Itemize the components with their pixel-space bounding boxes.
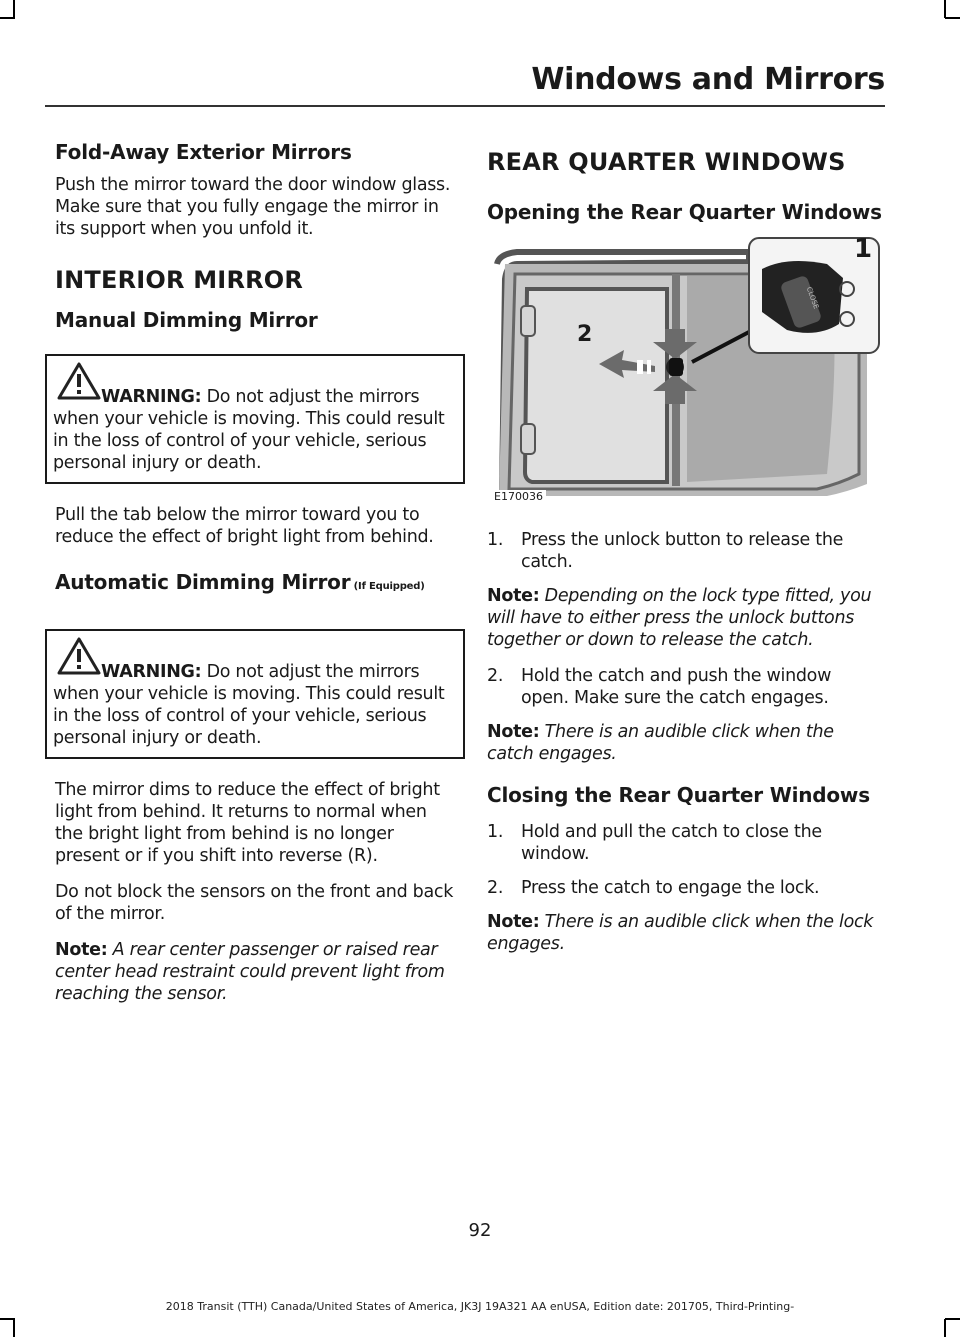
warning-label: WARNING:	[101, 387, 202, 407]
crop-mark	[0, 17, 15, 19]
opening-heading: Opening the Rear Quarter Windows	[487, 200, 882, 224]
manual-dimming-heading: Manual Dimming Mirror	[55, 308, 318, 332]
if-equipped-tag: (If Equipped)	[350, 581, 425, 592]
list-item	[487, 665, 882, 709]
crop-mark	[945, 1318, 960, 1320]
crop-mark	[944, 0, 946, 18]
closing-heading: Closing the Rear Quarter Windows	[487, 783, 870, 807]
note-text: There is an audible click when the lock engages.	[487, 912, 874, 954]
callout-2: 2	[577, 322, 593, 347]
warning-text: Do not adjust the mirrors when your vehicle is moving. This could result in the loss of control of your vehicle, serious personal injury or death.	[53, 387, 445, 473]
page-number: 92	[468, 1220, 492, 1241]
step-text: Hold the catch and push the window open. Make sure the catch engages.	[521, 666, 832, 708]
auto-dimming-heading-text: Automatic Dimming Mirror	[55, 570, 351, 594]
crop-mark	[13, 1319, 15, 1337]
rear-quarter-heading: REAR QUARTER WINDOWS	[487, 148, 846, 176]
interior-mirror-heading: INTERIOR MIRROR	[55, 266, 304, 294]
callout-1: 1	[854, 234, 873, 264]
step-text: Hold and pull the catch to close the window.	[521, 822, 822, 864]
list-item	[487, 529, 882, 573]
page-footer: 2018 Transit (TTH) Canada/United States of America, JK3J 19A321 AA enUSA, Edition date: 201705, Third-Printing-	[165, 1300, 795, 1313]
fold-away-body: Push the mirror toward the door window glass. Make sure that you fully engage the mirror in its support when you unfold it.	[55, 175, 451, 239]
note	[487, 585, 882, 651]
step-number: 1.	[487, 822, 504, 842]
left-column	[55, 140, 455, 1019]
header-divider	[45, 105, 885, 107]
crop-mark	[944, 1319, 946, 1337]
warning-triangle-icon	[57, 362, 101, 400]
warning-text: Do not adjust the mirrors when your vehicle is moving. This could result in the loss of control of your vehicle, serious personal injury or death.	[53, 662, 445, 748]
auto-dimming-sensor-body: Do not block the sensors on the front and back of the mirror.	[55, 882, 454, 924]
window-illustration	[487, 234, 882, 509]
page-header-title: Windows and Mirrors	[531, 62, 885, 97]
warning-box	[45, 354, 465, 484]
step-number: 2.	[487, 666, 504, 686]
manual-dimming-body: Pull the tab below the mirror toward you to reduce the effect of bright light from behind.	[55, 505, 434, 547]
step-text: Press the unlock button to release the catch.	[521, 530, 844, 572]
note-text: A rear center passenger or raised rear center head restraint could prevent light from reaching the sensor.	[55, 940, 445, 1004]
step-text: Press the catch to engage the lock.	[521, 878, 820, 898]
step-number: 2.	[487, 878, 504, 898]
figure-id: E170036	[491, 490, 546, 503]
crop-mark	[0, 1318, 15, 1320]
note	[487, 721, 882, 765]
list-item	[487, 821, 882, 865]
note-label: Note:	[487, 586, 540, 606]
note-label: Note:	[487, 722, 540, 742]
note	[487, 911, 882, 955]
crop-mark	[13, 0, 15, 18]
list-item	[487, 877, 882, 899]
auto-dimming-body: The mirror dims to reduce the effect of bright light from behind. It returns to normal when the bright light from behind is no longer present or if you shift into reverse (R).	[55, 780, 440, 866]
note-label: Note:	[55, 940, 108, 960]
warning-label: WARNING:	[101, 662, 202, 682]
crop-mark	[945, 17, 960, 19]
note-text: There is an audible click when the catch engages.	[487, 722, 834, 764]
note	[55, 939, 455, 1005]
note-label: Note:	[487, 912, 540, 932]
note-text: Depending on the lock type fitted, you will have to either press the unlock buttons together or down to release the catch.	[487, 586, 872, 650]
fold-away-heading: Fold-Away Exterior Mirrors	[55, 140, 352, 164]
step-number: 1.	[487, 530, 504, 550]
auto-dimming-heading	[55, 570, 455, 599]
warning-box	[45, 629, 465, 759]
close-button-label: CLOSE	[804, 285, 821, 311]
rear-quarter-window-figure	[487, 234, 882, 509]
warning-triangle-icon	[57, 637, 101, 675]
right-column	[487, 140, 882, 969]
